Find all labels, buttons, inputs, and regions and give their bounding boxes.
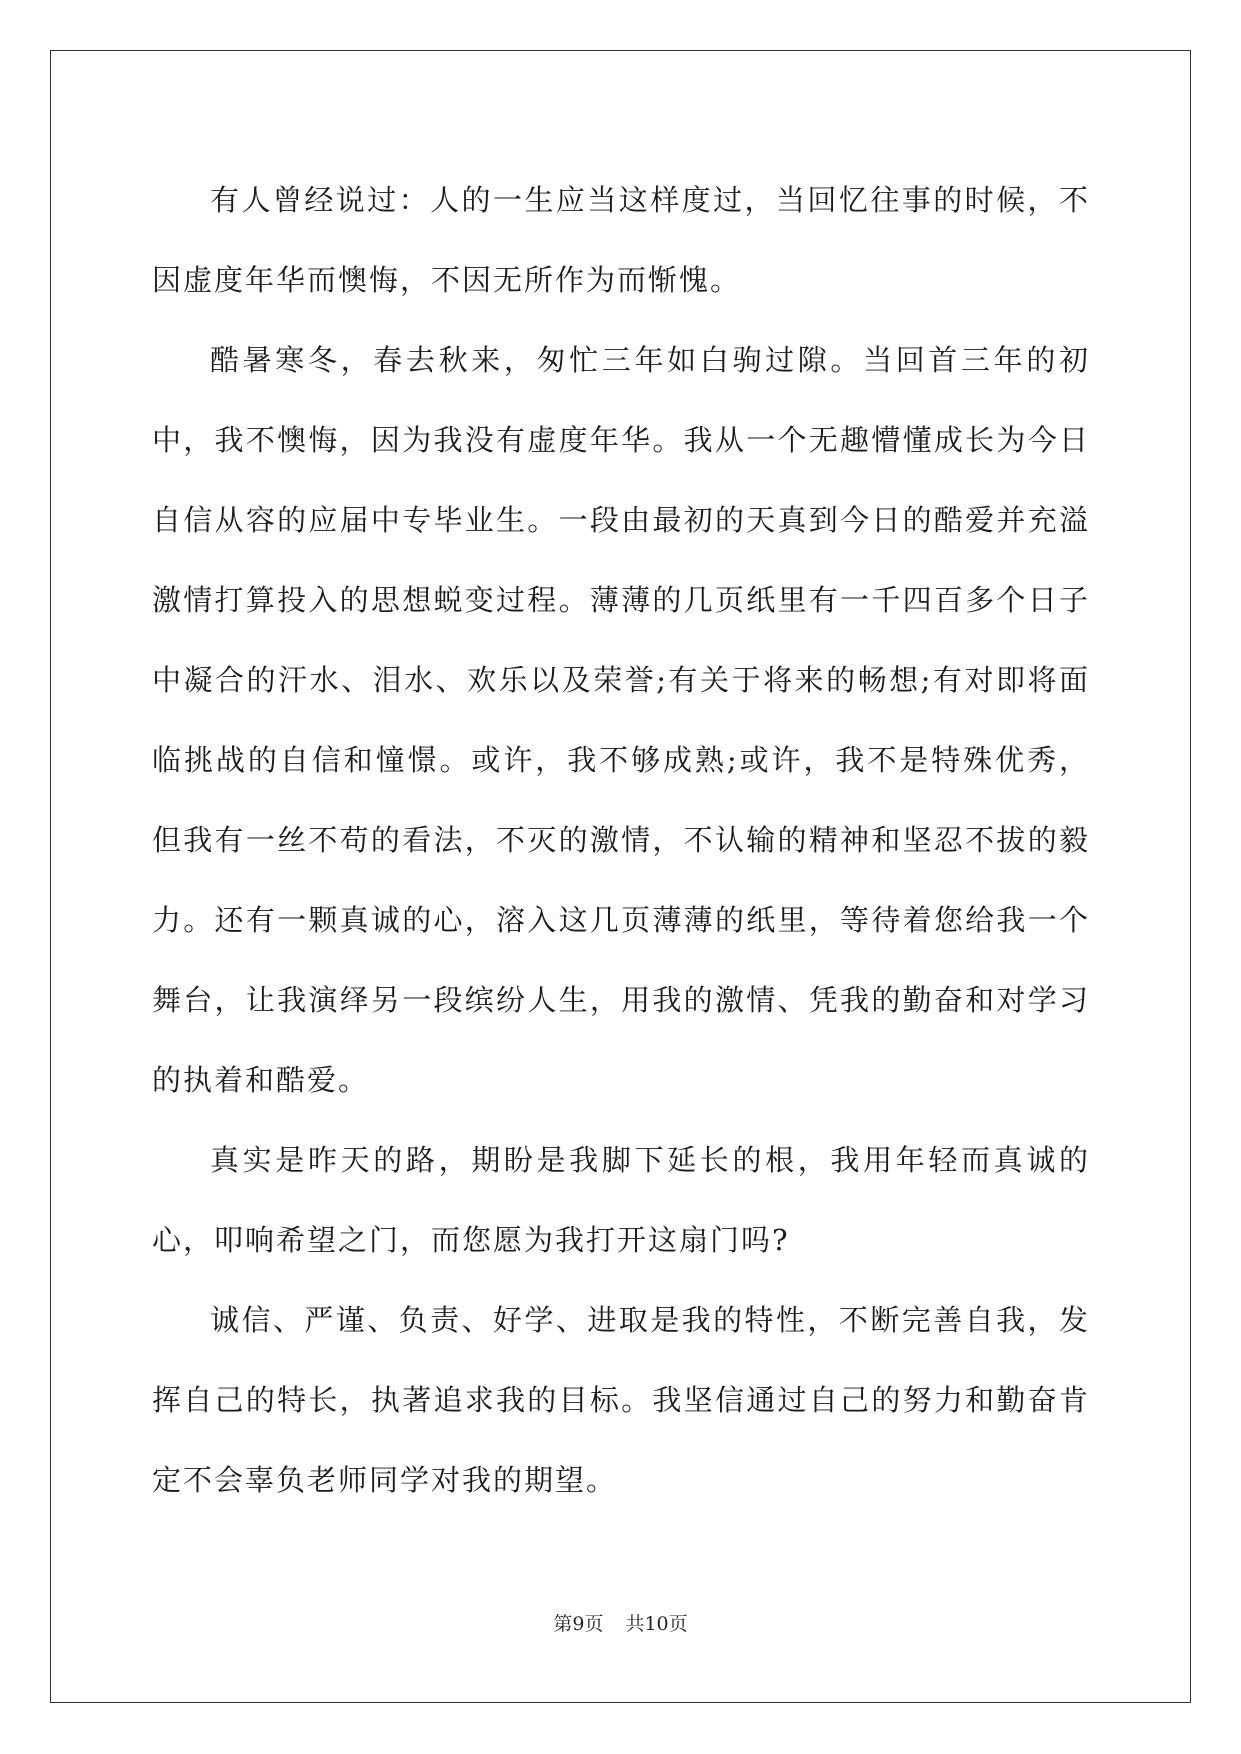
page-total: 共10页 [625,1613,688,1635]
paragraph-1: 有人曾经说过：人的一生应当这样度过，当回忆往事的时候，不因虚度年华而懊悔，不因无所作为而惭愧。 [152,183,1090,297]
paragraph-3: 真实是昨天的路，期盼是我脚下延长的根，我用年轻而真诚的心，叩响希望之门，而您愿为我打开这扇门吗? [152,1143,1090,1257]
document-body [152,160,1090,1520]
page-footer [0,1612,1241,1636]
page-number: 第9页 [553,1613,604,1635]
paragraph-2: 酷暑寒冬，春去秋来，匆忙三年如白驹过隙。当回首三年的初中，我不懊悔，因为我没有虚度年华。我从一个无趣懵懂成长为今日自信从容的应届中专毕业生。一段由最初的天真到今日的酷爱并充溢激情打算投入的思想蜕变过程。薄薄的几页纸里有一千四百多个日子中凝合的汗水、泪水、欢乐以及荣誉;有关于将来的畅想;有对即将面临挑战的自信和憧憬。或许，我不够成熟;或许，我不是特殊优秀，但我有一丝不苟的看法，不灭的激情，不认输的精神和坚忍不拔的毅力。还有一颗真诚的心，溶入这几页薄薄的纸里，等待着您给我一个舞台，让我演绎另一段缤纷人生，用我的激情、凭我的勤奋和对学习的执着和酷爱。 [152,343,1090,1097]
paragraph-4: 诚信、严谨、负责、好学、进取是我的特性，不断完善自我，发挥自己的特长，执著追求我的目标。我坚信通过自己的努力和勤奋肯定不会辜负老师同学对我的期望。 [152,1303,1090,1497]
